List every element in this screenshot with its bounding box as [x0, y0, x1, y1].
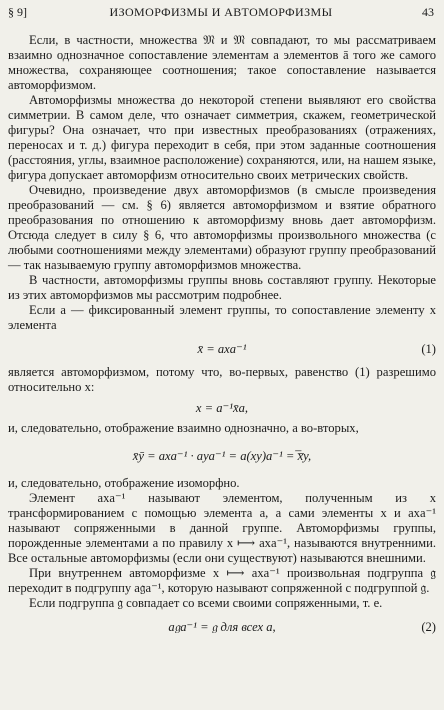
page-body	[8, 33, 436, 643]
formula-expression: x̄ = axa⁻¹	[197, 341, 247, 356]
paragraph: Элемент axa⁻¹ называют элементом, полученным из x трансформированием с помощью элемента a, а сами элементы x и axa⁻¹ называют сопряженными в данной группе. Автоморфизмы группы, порожденные элементами a по правилу x ⟼ axa⁻¹, называются внутренними. Все остальные автоморфизмы (если они существуют) называются внешними.	[8, 491, 436, 565]
paragraph: При внутреннем автоморфизме x ⟼ axa⁻¹ произвольная подгруппа 𝔤 переходит в подгруппу a𝔤a⁻¹, которую называют сопряженной с подгруппой 𝔤.	[8, 566, 436, 595]
running-title: ИЗОМОРФИЗМЫ И АВТОМОРФИЗМЫ	[109, 5, 333, 19]
page-number: 43	[422, 5, 434, 19]
display-formula	[8, 436, 436, 476]
paragraph: Если a — фиксированный элемент группы, то сопоставление элементу x элемента	[8, 303, 436, 332]
running-header	[8, 5, 434, 21]
formula-expression: x̄ȳ = axa⁻¹ · aya⁻¹ = a(xy)a⁻¹ = ̅x̅y,	[132, 448, 312, 463]
equation-number: (2)	[421, 619, 436, 634]
display-formula	[8, 611, 436, 643]
section-marker: § 9]	[8, 5, 27, 19]
formula-expression: x = a⁻¹x̄a,	[195, 400, 249, 415]
paragraph: Автоморфизмы множества до некоторой степени выявляют его свойства симметрии. В самом деле, что означает симметрия, скажем, геометрической фигуры? Она означает, что при известных преобразованиях (отражениях, переносах и т. д.) фигура переходит в себя, при этом заданные соотношения (расстояния, углы, взаимное расположение) сохраняются, или, на нашем языке, фигура допускает автоморфизм относительно своих метрических свойств.	[8, 93, 436, 182]
paragraph: В частности, автоморфизмы группы вновь составляют группу. Некоторые из этих автоморфизмов мы рассмотрим подробнее.	[8, 273, 436, 302]
paragraph: и, следовательно, отображение взаимно однозначно, а во-вторых,	[8, 421, 359, 435]
paragraph: является автоморфизмом, потому что, во-первых, равенство (1) разрешимо относительно x:	[8, 365, 436, 394]
paragraph: Если, в частности, множества 𝔐 и 𝔐 совпадают, то мы рассматриваем взаимно однозначное сопоставление элементам a элементов ā того же самого множества, сохраняющее соотношения; такое сопоставление называется автоморфизмом.	[8, 33, 436, 92]
display-formula	[8, 395, 436, 421]
paragraph: Если подгруппа 𝔤 совпадает со всеми своими сопряженными, т. е.	[29, 596, 383, 610]
display-formula	[8, 333, 436, 365]
formula-expression: a𝔤a⁻¹ = 𝔤 для всех a,	[168, 619, 276, 634]
equation-number: (1)	[421, 341, 436, 356]
paragraph: Очевидно, произведение двух автоморфизмов (в смысле произведения преобразований — см. § 6) является автоморфизмом и взятие обратного преобразования по отношению к автоморфизму вновь дает автоморфизм. Отсюда следует в силу § 6, что автоморфизмы произвольного множества (с любыми соотношениями между элементами) образуют группу преобразований — так называемую группу автоморфизмов множества.	[8, 183, 436, 272]
paragraph: и, следовательно, отображение изоморфно.	[8, 476, 240, 490]
